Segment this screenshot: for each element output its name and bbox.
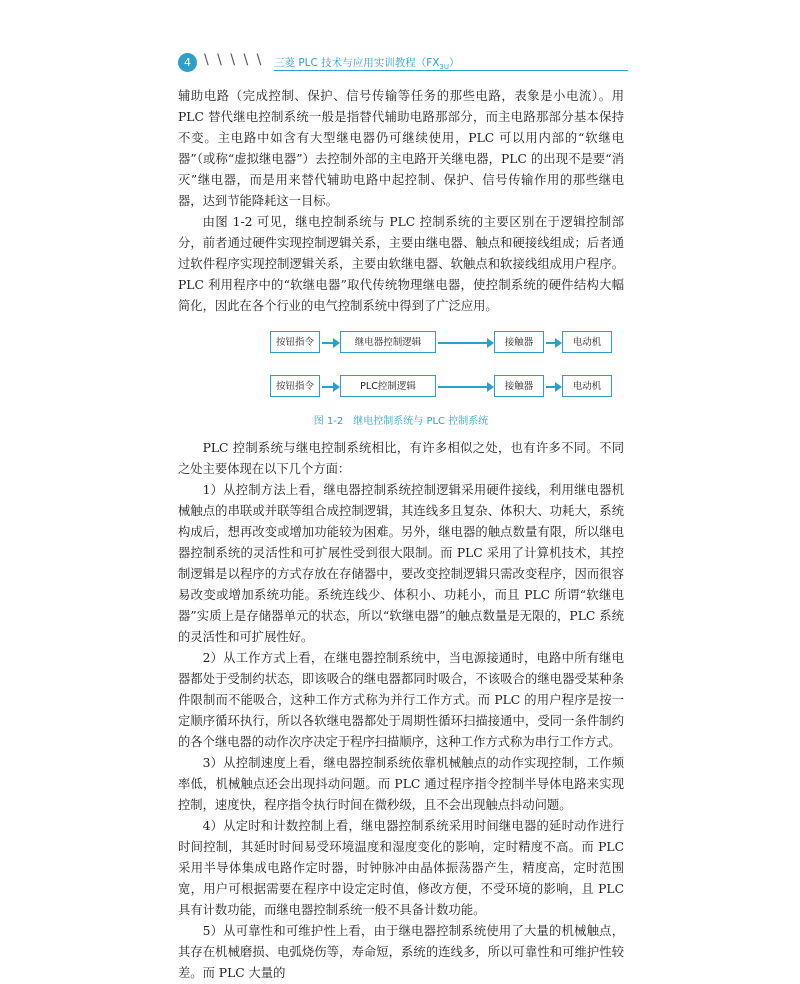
row1-arrow-3	[546, 342, 556, 344]
header-slashes-decoration: \ \ \ \ \	[204, 52, 264, 68]
page-content	[178, 86, 624, 984]
row2-arrow-1	[322, 386, 334, 388]
book-title: 三菱 PLC 技术与应用实训教程$(FX_{3U})$	[274, 57, 460, 72]
running-header	[178, 50, 628, 78]
row2-arrow-3	[546, 386, 556, 388]
row2-arrow-2	[438, 386, 488, 388]
row1-arrow-2	[438, 342, 488, 344]
row2-plc-logic-box: PLC控制逻辑	[340, 375, 436, 397]
paragraph-4: 1）从控制方法上看，继电器控制系统控制逻辑采用硬件接线，利用继电器机械触点的串联或并联等组合成控制逻辑，其连线多且复杂、体积大、功耗大，系统构成后，想再改变或增加功能较为困难。另外，继电器的触点数量有限，所以继电器控制系统的灵活性和可扩展性受到很大限制。而 PLC 采用了计算机技术，其控制逻辑是以程序的方式存放在存储器中，要改变控制逻辑只需改变程序，因而很容易改变或增加系统功能。系统连线少、体积小、功耗小，而且 PLC 所谓“软继电器”实质上是存储器单元的状态，所以“软继电器”的触点数量是无限的，PLC 系统的灵活性和可扩展性好。	[178, 483, 624, 644]
paragraph-2: 由图 1-2 可见，继电控制系统与 PLC 控制系统的主要区别在于逻辑控制部分，前者通过硬件实现控制逻辑关系，主要由继电器、触点和硬接线组成；后者通过软件程序实现控制逻辑关系，主要由软继电器、软触点和软接线组成用户程序。PLC 利用程序中的“软继电器”取代传统物理继电器，使控制系统的硬件结构大幅简化，因此在各个行业的电气控制系统中得到了广泛应用。	[178, 215, 624, 313]
paragraph-3: PLC 控制系统与继电控制系统相比，有许多相似之处，也有许多不同。不同之处主要体现在以下几个方面：	[178, 441, 624, 476]
row2-motor-box: 电动机	[562, 375, 612, 397]
paragraph-6: 3）从控制速度上看，继电器控制系统依靠机械触点的动作实现控制，工作频率低，机械触点还会出现抖动问题。而 PLC 通过程序指令控制半导体电路来实现控制，速度快，程序指令执行时间在微秒级，且不会出现触点抖动问题。	[178, 756, 624, 812]
row2-button-command-box: 按钮指令	[270, 375, 320, 397]
page-number-badge: 4	[178, 53, 197, 72]
paragraph-8: 5）从可靠性和可维护性上看，由于继电器控制系统使用了大量的机械触点，其存在机械磨损、电弧烧伤等，寿命短，系统的连线多，所以可靠性和可维护性较差。而 PLC 大量的	[178, 924, 624, 980]
paragraph-7: 4）从定时和计数控制上看，继电器控制系统采用时间继电器的延时动作进行时间控制，其延时时间易受环境温度和湿度变化的影响，定时精度不高。而 PLC 采用半导体集成电路作定时器，时钟脉冲由晶体振荡器产生，精度高，定时范围宽，用户可根据需要在程序中设定定时值，修改方便，不受环境的影响，且 PLC 具有计数功能，而继电器控制系统一般不具备计数功能。	[178, 819, 624, 917]
row2-contactor-box: 接触器	[494, 375, 544, 397]
row1-relay-logic-box: 继电器控制逻辑	[340, 331, 436, 353]
paragraph-5: 2）从工作方式上看，在继电器控制系统中，当电源接通时，电路中所有继电器都处于受制约状态，即该吸合的继电器都同时吸合，不该吸合的继电器受某种条件限制而不能吸合，这种工作方式称为并行工作方式。而 PLC 的用户程序是按一定顺序循环执行，所以各软继电器都处于周期性循环扫描接通中，受同一条件制约的各个继电器的动作次序决定于程序扫描顺序，这种工作方式称为串行工作方式。	[178, 651, 624, 749]
row1-motor-box: 电动机	[562, 331, 612, 353]
header-rule	[274, 70, 628, 71]
figure-1-2	[178, 323, 624, 438]
row1-contactor-box: 接触器	[494, 331, 544, 353]
row1-arrow-1	[322, 342, 334, 344]
row1-button-command-box: 按钮指令	[270, 331, 320, 353]
paragraph-1: 辅助电路（完成控制、保护、信号传输等任务的那些电路，表象是小电流）。用 PLC 替代继电控制系统一般是指替代辅助电路那部分，而主电路那部分基本保持不变。主电路中如含有大型继电器仍可继续使用，PLC 可以用内部的“软继电器”（或称“虚拟继电器”）去控制外部的主电路开关继电器，PLC 的出现不是要“消灭”继电器，而是用来替代辅助电路中起控制、保护、信号传输作用的那些继电器，达到节能降耗这一目标。	[178, 89, 624, 208]
figure-caption: 图 1-2 继电控制系统与 PLC 控制系统	[313, 416, 489, 427]
